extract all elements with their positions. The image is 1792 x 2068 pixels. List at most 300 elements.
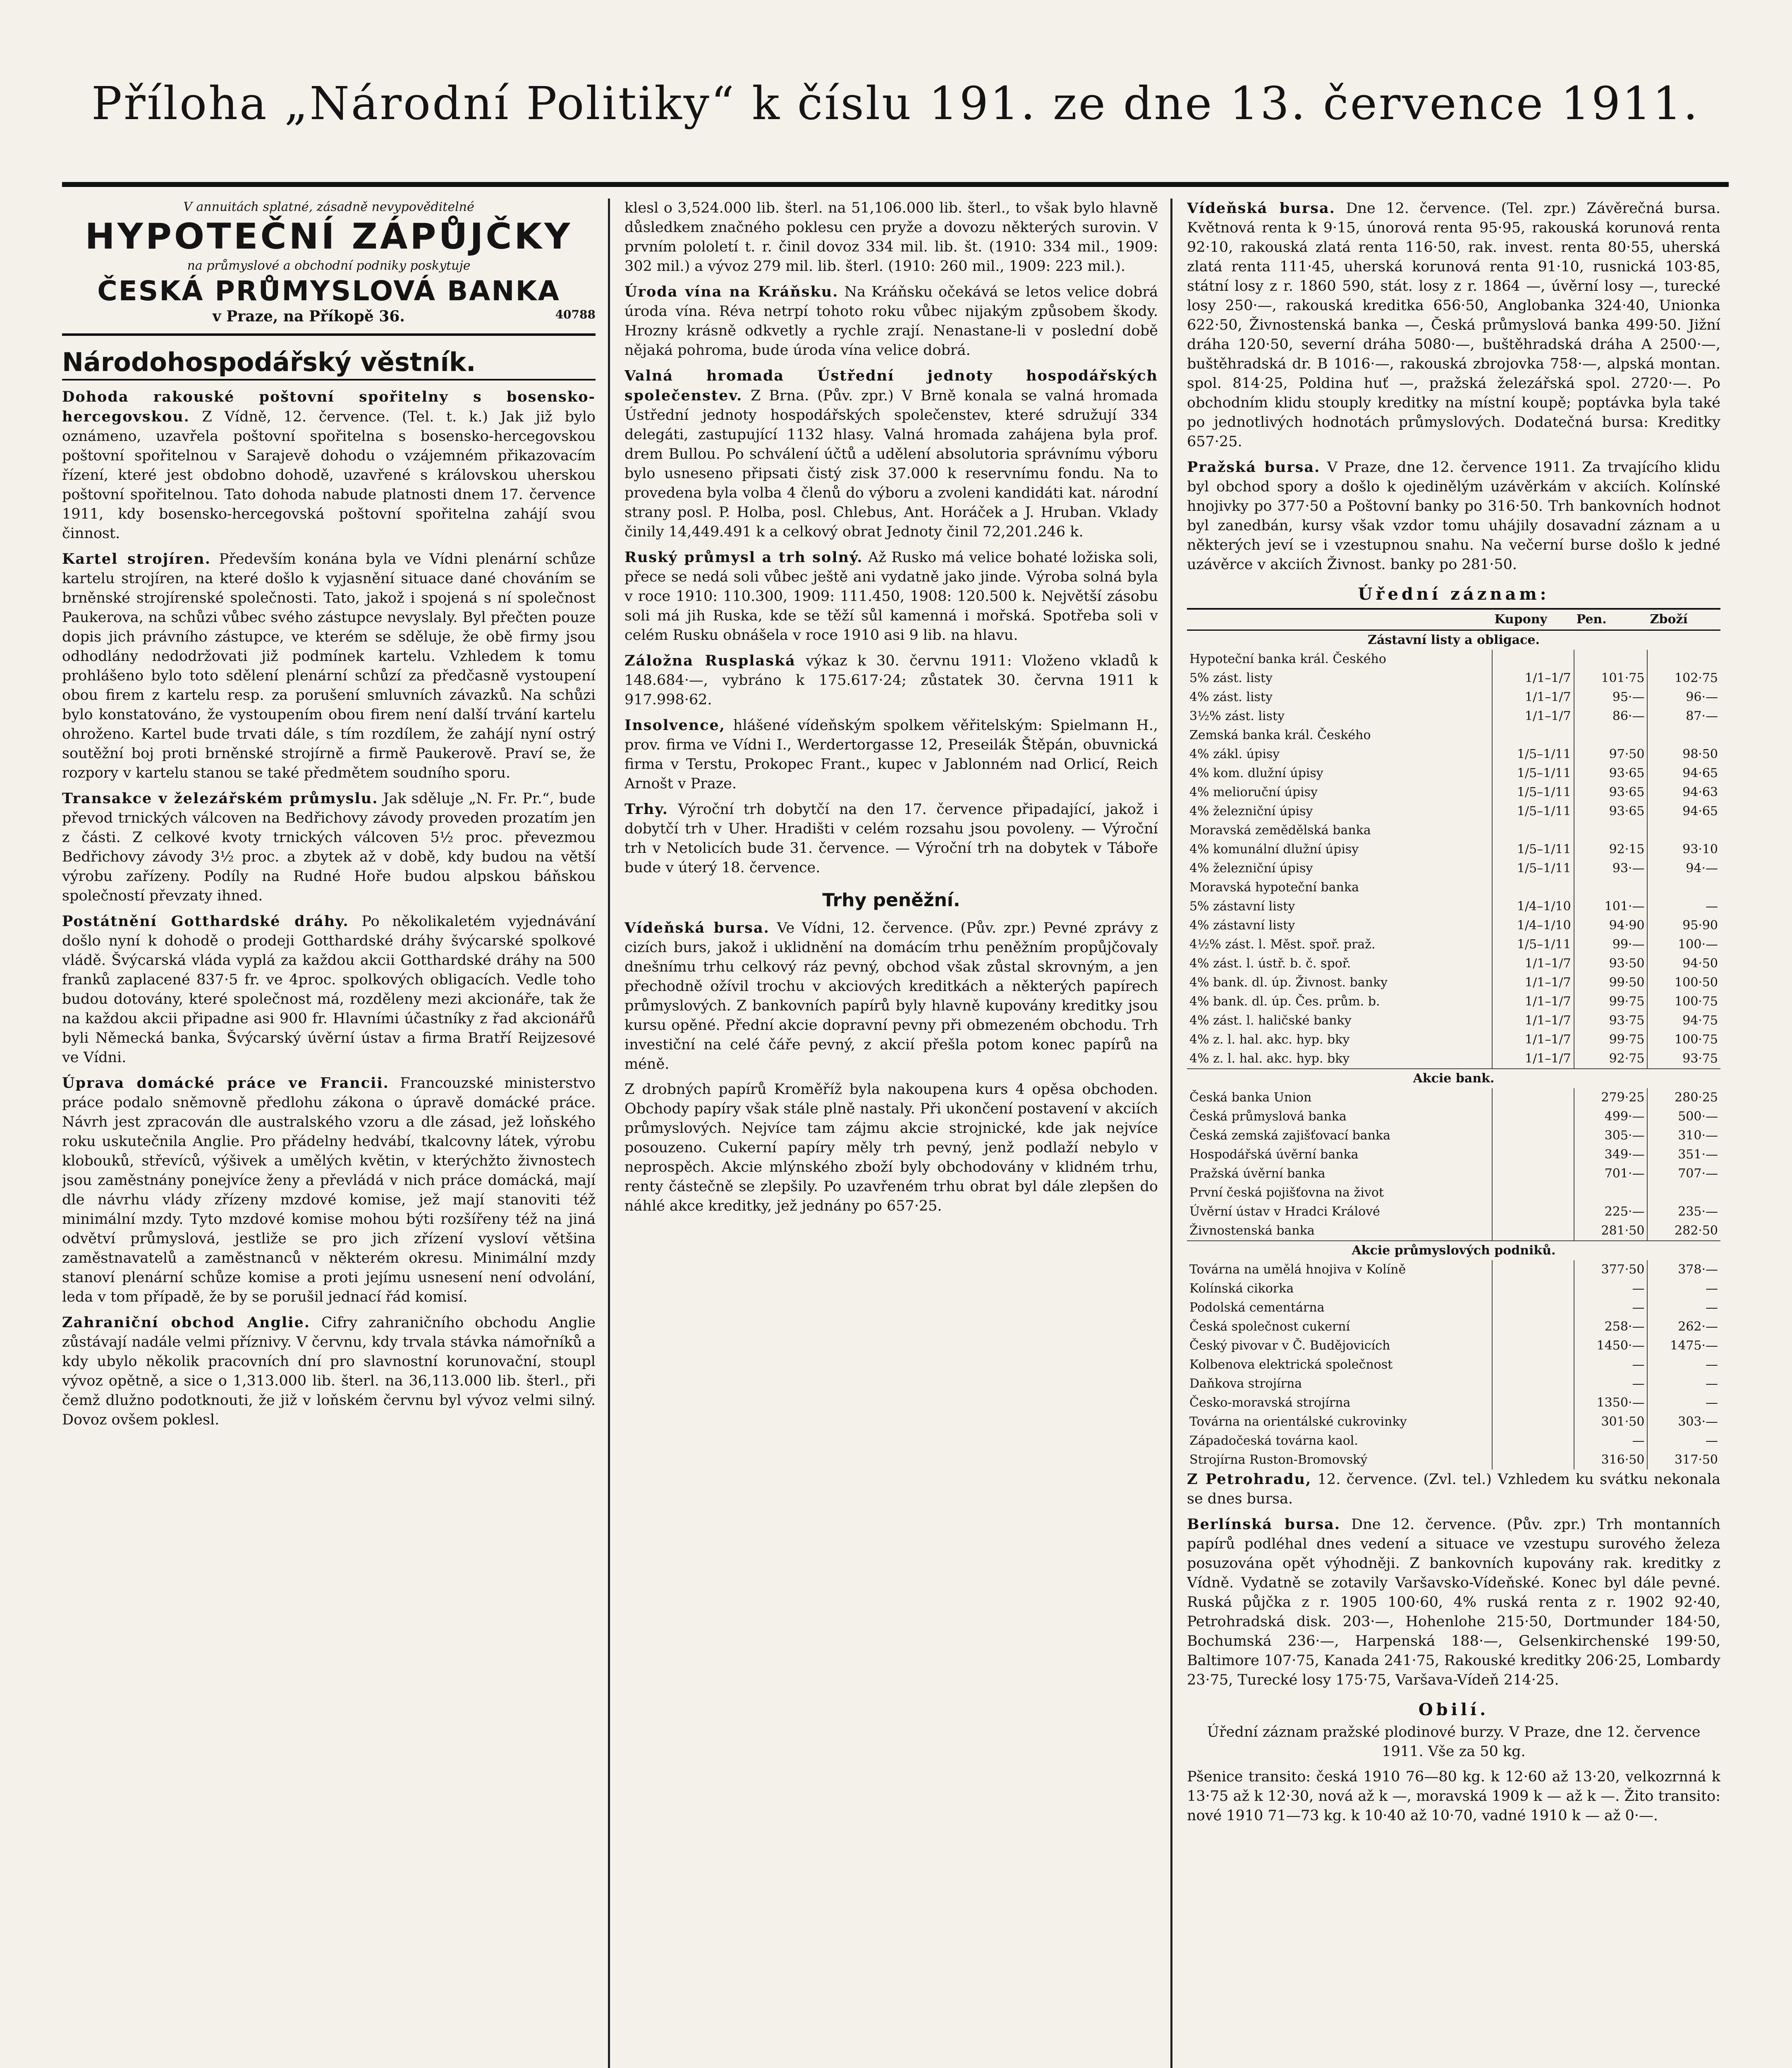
- table-cell: [1492, 1279, 1574, 1298]
- table-cell: 1350·—: [1574, 1393, 1648, 1412]
- table-cell: 4% z. l. hal. akc. hyp. bky: [1187, 1030, 1492, 1049]
- table-cell: [1492, 1183, 1574, 1202]
- table-cell: 4% komunální dlužní úpisy: [1187, 840, 1492, 859]
- table-cell: —: [1706, 899, 1718, 914]
- table-cell: 1/5–1/11: [1492, 935, 1574, 954]
- ad-address-text: v Praze, na Příkopě 36.: [212, 308, 405, 325]
- table-cell: 301·50: [1574, 1412, 1648, 1431]
- table-row: [1187, 1355, 1720, 1374]
- table-cell: [1492, 1412, 1574, 1431]
- table-cell: —: [1574, 1374, 1648, 1393]
- table-cell: 99·—: [1574, 935, 1648, 954]
- table-group-title: Zástavní listy a obligace.: [1187, 630, 1720, 650]
- article-heading: Vídeňská bursa.: [624, 919, 770, 936]
- table-cell: 99·75: [1574, 1030, 1648, 1049]
- table-cell: 4% zást. l. ústř. b. č. spoř.: [1187, 954, 1492, 973]
- article-text: Z Brna. (Pův. zpr.) V Brně konala se valná hromada Ústřední jednoty hospodářských společenstev, které sdružují 334 delegáti, zastupující 1132 hlasy. Valná hromada zahájena byla prof. drem Bullou. Po schválení účtů a udělení absolutoria správnímu výboru bylo usneseno připsati čistý zisk 37.000 k reservnímu fondu. Na to provedena byla volba 4 členů do výboru a zvoleni kandidáti kat. národní strany posl. P. Holba, posl. Chlebus, Ant. Horáček a J. Hruban. Vklady činily 14,449.491 k a celkový obrat Jednoty činil 72,201.246 k.: [624, 388, 1158, 540]
- article-text: Především konána byla ve Vídni plenární schůze kartelu strojíren, na které došlo k vyjasnění situace dané chováním se brněnské strojírenské společnosti. Tato, jakož i spojená s ní společnost Paukerova, na schůzi vůbec svého zástupce nevyslaly. Byl přečten pouze dopis jich právního zástupce, ve kterém se sděluje, že obě firmy jsou odhodlány nedodržovati již podmínek kartelu. Vzhledem k tomu prohlášeno bylo toto sdělení plenární schůzí za předčasně vystoupení obou firem z kartelu resp. za porušení smluvních závazků. Na schůzi bylo konstatováno, že vystoupením obou firem není další trvání kartelu ohroženo. Kartel bude trvati dále, s tím rozdílem, že zahájí nyní ostrý soutěžní boj proti brněnské strojírně a firmě Paukerově. Praví se, že rozpory v kartelu stanou se také předmětem soudního sporu.: [62, 551, 596, 781]
- table-cell: Česká zemská zajišťovací banka: [1187, 1126, 1492, 1145]
- ad-line: V annuitách splatné, zásadně nevypověditelné: [183, 200, 474, 214]
- table-cell: 93·75: [1682, 1051, 1718, 1066]
- table-cell: [1492, 726, 1574, 745]
- article-list: [62, 387, 596, 1430]
- article-text: Výroční trh dobytčí na den 17. července připadající, jakož i dobytčí trh v Uher. Hradišti v celém rozsahu jsou povoleny. — Výroční trh v Netolicích bude 31. července. — Výroční trh na dobytek v Táboře bude v úterý 18. července.: [624, 801, 1158, 876]
- table-row: [1187, 1088, 1720, 1107]
- table-cell: Český pivovar v Č. Budějovicích: [1187, 1336, 1492, 1355]
- table-cell: 96·—: [1686, 690, 1718, 704]
- grain-prices: Pšenice transito: česká 1910 76—80 kg. k 12·60 až 13·20, velkozrnná k 13·75 až k 12·30, nová až k —, moravská 1909 k — až k —. Žito transito: nové 1910 71—73 kg. k 10·40 až 10·70, vadné 1910 k — až 0·—.: [1187, 1769, 1720, 1824]
- table-row: [1187, 916, 1720, 935]
- table-cell: 102·75: [1675, 671, 1718, 685]
- table-row: [1187, 1011, 1720, 1030]
- table-row: [1187, 802, 1720, 821]
- table-cell: 94·—: [1686, 861, 1718, 876]
- article-text: 12. července. (Zvl. tel.) Vzhledem ku svátku nekonala se dnes bursa.: [1187, 1471, 1720, 1507]
- article-list: [624, 918, 1158, 1216]
- article-heading: Úroda vína na Kráňsku.: [624, 283, 839, 300]
- article-list: [1187, 1470, 1720, 1690]
- table-row: [1187, 688, 1720, 707]
- table-cell: 100·—: [1678, 937, 1718, 952]
- table-cell: [1492, 1164, 1574, 1183]
- article-heading: Vídeňská bursa.: [1187, 200, 1335, 217]
- headline-money-markets: Trhy peněžní.: [822, 890, 960, 911]
- article: [62, 387, 596, 543]
- table-cell: [1492, 1393, 1574, 1412]
- table-cell: 500·—: [1678, 1109, 1718, 1124]
- table-cell: [1574, 650, 1648, 669]
- table-cell: 94·65: [1682, 766, 1718, 780]
- article: [62, 912, 596, 1068]
- article-text: Dne 12. července. (Tel. zpr.) Závěrečná bursa. Květnová renta k 9·15, únorová renta 95·95, rakouská korunová renta 92·10, rakouská zlatá renta 116·50, rak. invest. renta 80·55, uherská zlatá renta 111·45, uherská korunová renta 91·10, rusnická 103·85, státní losy z r. 1860 590, stát. losy z r. 1864 —, úvěrní losy —, turecké losy 250·—, rakouská kreditka 656·50, Anglobanka 324·40, Unionka 622·50, Živnostenská banka —, Česká průmyslová banka 499·50. Jižní dráha 120·50, severní dráha 5080·—, buštěhradská dráha A 2500·—, buštěhradská dr. B 1016·—, rakouská zbrojovka 758·—, alpská montan. spol. 814·25, Poldina huť —, pražská železářská spol. 2720·—. Po obchodním klidu stouply kreditky na místní koupě; poptávka byla také po jednotlivých hodnotách průmyslových. Dodatečná bursa: Kreditky 657·25.: [1187, 200, 1720, 450]
- table-cell: 235·—: [1678, 1204, 1718, 1219]
- table-cell: 100·75: [1675, 1032, 1718, 1047]
- table-cell: 4% zást. l. haličské banky: [1187, 1011, 1492, 1030]
- table-cell: Daňkova strojírna: [1187, 1374, 1492, 1393]
- table-cell: 94·50: [1682, 956, 1718, 971]
- table-cell: 95·—: [1574, 688, 1648, 707]
- table-cell: [1647, 1183, 1720, 1202]
- article: [62, 1313, 596, 1430]
- table-cell: —: [1574, 1298, 1648, 1317]
- table-cell: 92·15: [1574, 840, 1648, 859]
- table-row: [1187, 935, 1720, 954]
- table-row: [1187, 1260, 1720, 1279]
- article: [1187, 457, 1720, 574]
- article-heading: Úprava domácké práce ve Francii.: [62, 1075, 389, 1091]
- section-title: Národohospodářský věstník.: [62, 346, 596, 381]
- article-text: Po několikaletém vyjednávání došlo nyní k dohodě o prodeji Gotthardské dráhy švýcarské spolkové vládě. Švýcarská vláda vyplá za každou akcii Gotthardské dráhy na 500 franků zaplacené 837·5 fr. ve 4proc. spolkových obligacích. Vedle toho budou dotovány, které společnost má, rozděleny mezi akcionáře, tak že na každou akcii připadne asi 900 fr. Hlavními účastníky z řad akcionářů byli Německá banka, Švýcarský úvěrní ústav a firma Bratří Reijzesové ve Vídni.: [62, 913, 596, 1066]
- table-row: [1187, 973, 1720, 992]
- table-cell: 93·75: [1574, 1011, 1648, 1030]
- article-text: Dne 12. července. (Pův. zpr.) Trh montanních papírů podléhal dnes vedení a situace ve vzestupu surového železa posuzována opět výhodněji. Z bankovních kupovány rak. kreditky z Vídně. Vydatně se zotavily Varšavsko-Vídeňské. Konec byl dále pevné. Ruská půjčka z r. 1905 100·60, 4% ruská renta z r. 1902 92·40, Petrohradská disk. 203·—, Hohenlohe 215·50, Dortmunder 184·50, Bochumská 236·—, Harpenská 188·—, Gelsenkirchenské 199·50, Baltimore 107·75, Kanada 241·75, Rakouské kreditky 206·25, Lombardy 23·75, Turecké losy 175·75, Varšava-Vídeň 214·25.: [1187, 1516, 1720, 1688]
- article-text: Na Kráňsku očekává se letos velice dobrá úroda vína. Réva netrpí tohoto roku vůbec nijakým způsobem škody. Hrozny krásně odkvetly a rychle zrají. Nenastane-li v poslední době nějaká pohroma, bude úroda vína velice dobrá.: [624, 284, 1158, 359]
- table-cell: —: [1706, 1300, 1718, 1315]
- table-cell: 5% zást. listy: [1187, 669, 1492, 688]
- table-cell: Česká společnost cukerní: [1187, 1317, 1492, 1336]
- article-heading: Berlínská bursa.: [1187, 1516, 1341, 1533]
- article-heading: Valná hromada Ústřední jednoty hospodářských společenstev.: [624, 367, 1158, 404]
- article-heading: Z Petrohradu,: [1187, 1471, 1312, 1488]
- table-cell: První česká pojišťovna na život: [1187, 1183, 1492, 1202]
- table-cell: Úvěrní ústav v Hradci Králové: [1187, 1202, 1492, 1221]
- article-heading: Trhy.: [624, 801, 668, 818]
- table-cell: Kolbenova elektrická společnost: [1187, 1355, 1492, 1374]
- table-row: [1187, 783, 1720, 802]
- table-cell: [1492, 1260, 1574, 1279]
- article-text: Z Vídně, 12. července. (Tel. t. k.) Jak již bylo oznámeno, uzavřela poštovní spořitelna s bosensko-hercegovskou poštovní spořitelnou v Sarajevě dohodu o vzájemném přikazovacím řízení, které jest obdobno dohodě, uzavřené s královskou uherskou poštovní spořitelnou. Tato dohoda nabude platnosti dnem 17. července 1911, kdy bosensko-hercegovská poštovní spořitelna zahájí svou činnost.: [62, 409, 596, 542]
- table-row: [1187, 726, 1720, 745]
- table-cell: Moravská zemědělská banka: [1187, 821, 1492, 840]
- table-row: [1187, 669, 1720, 688]
- table-cell: 4% železniční úpisy: [1187, 859, 1492, 878]
- table-cell: 317·50: [1675, 1453, 1718, 1467]
- table-cell: 100·50: [1675, 975, 1718, 990]
- article-heading: Kartel strojíren.: [62, 551, 211, 567]
- article-heading: Transakce v železářském průmyslu.: [62, 790, 378, 807]
- article-heading: Insolvence,: [624, 717, 725, 734]
- table-cell: —: [1574, 1279, 1648, 1298]
- table-cell: 93·65: [1574, 802, 1648, 821]
- table-cell: [1647, 650, 1720, 669]
- table-cell: 98·50: [1682, 747, 1718, 761]
- table-cell: [1574, 878, 1648, 897]
- table-cell: Česko-moravská strojírna: [1187, 1393, 1492, 1412]
- article: [62, 1073, 596, 1307]
- column-2: [624, 199, 1158, 2068]
- article: [624, 918, 1158, 1074]
- grain-subtitle: Úřední záznam pražské plodinové burzy. V Praze, dne 12. července 1911. Vše za 50 kg.: [1207, 1724, 1701, 1760]
- table-row: [1187, 707, 1720, 726]
- table-cell: [1647, 821, 1720, 840]
- advertisement: [62, 199, 596, 336]
- table-cell: 1/5–1/11: [1492, 745, 1574, 764]
- table-cell: [1574, 1183, 1648, 1202]
- table-cell: 87·—: [1686, 709, 1718, 723]
- article: [624, 548, 1158, 645]
- table-cell: 1/1–1/7: [1492, 954, 1574, 973]
- table-row: [1187, 1030, 1720, 1049]
- table-cell: 305·—: [1574, 1126, 1648, 1145]
- table-cell: 281·50: [1574, 1221, 1648, 1241]
- table-row: [1187, 1049, 1720, 1069]
- table-cell: 99·50: [1574, 973, 1648, 992]
- table-row: [1187, 821, 1720, 840]
- table-row: [1187, 1202, 1720, 1221]
- table-cell: —: [1574, 1431, 1648, 1450]
- table-cell: —: [1706, 1281, 1718, 1296]
- table-cell: 258·—: [1574, 1317, 1648, 1336]
- table-row: [1187, 1336, 1720, 1355]
- table-cell: [1492, 1221, 1574, 1241]
- ad-bank-name: ČESKÁ PRŮMYSLOVÁ BANKA: [97, 275, 560, 307]
- table-row: [1187, 859, 1720, 878]
- article-text: výkaz k 30. červnu 1911: Vloženo vkladů k 148.684·—, vybráno k 175.617·24; zůstatek 30. června 1911 k 917.998·62.: [624, 653, 1158, 708]
- table-cell: 4% zást. listy: [1187, 688, 1492, 707]
- table-cell: 95·90: [1682, 918, 1718, 933]
- table-cell: 1/4–1/10: [1492, 916, 1574, 935]
- article: [1187, 1515, 1720, 1690]
- table-cell: 1/5–1/11: [1492, 840, 1574, 859]
- table-header: [1187, 609, 1492, 630]
- table-cell: 4% bank. dl. úp. Živnost. banky: [1187, 973, 1492, 992]
- table-cell: 4% zástavní listy: [1187, 916, 1492, 935]
- table-cell: 225·—: [1574, 1202, 1648, 1221]
- table-row: [1187, 1393, 1720, 1412]
- table-cell: [1492, 1431, 1574, 1450]
- table-cell: 1/1–1/7: [1492, 1049, 1574, 1069]
- table-row: [1187, 1431, 1720, 1450]
- table-cell: 1/5–1/11: [1492, 802, 1574, 821]
- article: [1187, 199, 1720, 452]
- table-row: [1187, 878, 1720, 897]
- table-cell: 316·50: [1574, 1450, 1648, 1470]
- table-cell: Česká banka Union: [1187, 1088, 1492, 1107]
- newspaper-page: [62, 50, 1729, 2068]
- table-cell: 94·75: [1682, 1013, 1718, 1028]
- table-cell: 1/1–1/7: [1492, 707, 1574, 726]
- table-cell: 1/5–1/11: [1492, 783, 1574, 802]
- table-cell: —: [1706, 1434, 1718, 1448]
- table-cell: 1/1–1/7: [1492, 973, 1574, 992]
- article: [624, 366, 1158, 542]
- table-cell: Podolská cementárna: [1187, 1298, 1492, 1317]
- table-cell: [1492, 1202, 1574, 1221]
- table-body: [1187, 630, 1720, 1470]
- table-cell: Moravská hypoteční banka: [1187, 878, 1492, 897]
- table-cell: 310·—: [1678, 1128, 1718, 1143]
- table-cell: 1/1–1/7: [1492, 1030, 1574, 1049]
- table-row: [1187, 840, 1720, 859]
- table-header: Zboží: [1647, 609, 1720, 630]
- table-group-title: Akcie bank.: [1187, 1069, 1720, 1088]
- table-row: [1187, 897, 1720, 916]
- table-cell: Západočeská továrna kaol.: [1187, 1431, 1492, 1450]
- ad-address: [62, 308, 596, 325]
- table-cell: 282·50: [1675, 1223, 1718, 1238]
- article: [624, 651, 1158, 710]
- table-cell: Zemská banka král. Českého: [1187, 726, 1492, 745]
- table-group-row: [1187, 1069, 1720, 1088]
- article-heading: Postátnění Gotthardské dráhy.: [62, 913, 349, 930]
- table-cell: 4% železniční úpisy: [1187, 802, 1492, 821]
- table-cell: 4% zákl. úpisy: [1187, 745, 1492, 764]
- article: [624, 1080, 1158, 1216]
- table-cell: 94·65: [1682, 804, 1718, 819]
- table-cell: 707·—: [1678, 1166, 1718, 1181]
- table-cell: 101·75: [1574, 669, 1648, 688]
- table-cell: 1/1–1/7: [1492, 992, 1574, 1011]
- table-cell: 94·90: [1574, 916, 1648, 935]
- table-row: [1187, 745, 1720, 764]
- table-cell: Strojírna Ruston-Bromovský: [1187, 1450, 1492, 1470]
- table-cell: Kolínská cikorka: [1187, 1279, 1492, 1298]
- table-row: [1187, 1412, 1720, 1431]
- table-cell: 93·65: [1574, 783, 1648, 802]
- table-row: [1187, 1317, 1720, 1336]
- article: [624, 716, 1158, 794]
- table-row: [1187, 1374, 1720, 1393]
- article-text: hlášené vídeňským spolkem věřitelským: Spielmann H., prov. firma ve Vídni I., Werdertorgasse 12, Preseilák Štěpán, obuvnická firma v Terstu, Prokopec Frant., kupec v Jablonném nad Orlicí, Reich Arnošt v Praze.: [624, 717, 1158, 792]
- table-cell: 1/1–1/7: [1492, 688, 1574, 707]
- table-row: [1187, 1298, 1720, 1317]
- article-text: klesl o 3,524.000 lib. šterl. na 51,106.000 lib. šterl., to však bylo hlavně důsledkem značného poklesu cen pryže a dovozu některých surovin. V prvním pololetí t. r. činil dovoz 334 mil. lib. št. (1910: 334 mil., 1909: 302 mil.) a vývoz 279 mil. lib. šterl. (1910: 260 mil., 1909: 223 mil.).: [624, 200, 1158, 275]
- table-cell: [1492, 878, 1574, 897]
- table-cell: 97·50: [1574, 745, 1648, 764]
- ad-title: HYPOTEČNÍ ZÁPŮJČKY: [85, 216, 573, 257]
- article-heading: Záložna Rusplaská: [624, 652, 796, 669]
- table-cell: 4% z. l. hal. akc. hyp. bky: [1187, 1049, 1492, 1069]
- table-cell: 101·—: [1574, 897, 1648, 916]
- table-row: [1187, 954, 1720, 973]
- table-cell: 377·50: [1574, 1260, 1648, 1279]
- price-table: [1187, 608, 1720, 1470]
- table-cell: 1450·—: [1574, 1336, 1648, 1355]
- article-text: Francouzské ministerstvo práce podalo sněmovně předlohu zákona o úpravě domácké práce. Návrh jest zpracován dle australského vzoru a dle zásad, jež loňského roku uskutečnila Anglie. Pro přádelny hedvábí, tkalcovny látek, výrobu klobouků, střevíců, výšivek a umělých květin, v kterýchžto živnostech jsou zaměstnány ponejvíce ženy a převládá v nich práce domácká, mají dle návrhu vlády zřízeny mzdové komise, jež mají stanoviti též minimální mzdy. Tyto mzdové komise mohou býti rozšířeny též na jiná odvětví průmyslová, jestliže se pro jich zřízení vysloví většina zaměstnavatelů a zaměstnanců v některém okresu. Minimální mzdy stanoví plenární schůze komise a proti jejímu usnesení není odvolání, leda v tom případě, že by se porušil jednací řád komisí.: [62, 1075, 596, 1305]
- table-cell: [1574, 821, 1648, 840]
- article-heading: Dohoda rakouské poštovní spořitelny s bosensko-hercegovskou.: [62, 388, 596, 425]
- article: [624, 282, 1158, 360]
- table-cell: 1475·—: [1670, 1338, 1718, 1353]
- table-cell: 3½% zást. listy: [1187, 707, 1492, 726]
- table-header-row: [1187, 609, 1720, 630]
- table-group-row: [1187, 1241, 1720, 1260]
- table-cell: 1/4–1/10: [1492, 897, 1574, 916]
- article-heading: Pražská bursa.: [1187, 459, 1321, 476]
- table-cell: 279·25: [1574, 1088, 1648, 1107]
- table-cell: 93·50: [1574, 954, 1648, 973]
- table-cell: [1492, 1317, 1574, 1336]
- article-text: Až Rusko má velice bohaté ložiska soli, přece se nedá soli vůbec ještě ani vydatně jako jinde. Výroba solná byla v roce 1910: 110.300, 1909: 111.450, 1908: 120.500 k. Největší zásobu soli má jih Ruska, kde se těží sůl kamenná i mořská. Spotřeba soli v celém Rusku obnášela v roce 1910 asi 9 lib. na hlavu.: [624, 549, 1158, 644]
- table-row: [1187, 1164, 1720, 1183]
- table-cell: [1647, 878, 1720, 897]
- table-cell: 86·—: [1574, 707, 1648, 726]
- table-cell: 4½% zást. l. Měst. spoř. praž.: [1187, 935, 1492, 954]
- table-group-row: [1187, 630, 1720, 650]
- table-cell: —: [1706, 1395, 1718, 1410]
- grain-title: Obilí.: [1418, 1700, 1489, 1719]
- table-cell: [1647, 726, 1720, 745]
- ad-number: 40788: [555, 308, 596, 321]
- table-cell: 351·—: [1678, 1147, 1718, 1162]
- table-cell: [1492, 1450, 1574, 1470]
- masthead-title: Příloha „Národní Politiky“ k číslu 191. ze dne 13. července 1911.: [91, 77, 1700, 130]
- table-cell: [1492, 1374, 1574, 1393]
- table-cell: 99·75: [1574, 992, 1648, 1011]
- table-cell: 94·63: [1682, 785, 1718, 799]
- table-cell: 93·10: [1682, 842, 1718, 857]
- table-cell: 349·—: [1574, 1145, 1648, 1164]
- column-divider: [1170, 199, 1172, 2068]
- column-1: [62, 199, 596, 2068]
- column-3: [1187, 199, 1720, 2068]
- ad-line: na průmyslové a obchodní podniky poskytuje: [187, 258, 471, 273]
- table-cell: 280·25: [1675, 1090, 1718, 1105]
- table-cell: 1/5–1/11: [1492, 764, 1574, 783]
- table-cell: 93·65: [1574, 764, 1648, 783]
- table-row: [1187, 1221, 1720, 1241]
- table-row: [1187, 1145, 1720, 1164]
- table-group-title: Akcie průmyslových podniků.: [1187, 1241, 1720, 1260]
- article: [1187, 1470, 1720, 1509]
- table-header: Pen.: [1574, 609, 1648, 630]
- table-cell: 5% zástavní listy: [1187, 897, 1492, 916]
- article: [624, 799, 1158, 878]
- table-cell: Pražská úvěrní banka: [1187, 1164, 1492, 1183]
- table-row: [1187, 1450, 1720, 1470]
- table-row: [1187, 992, 1720, 1011]
- article: [624, 199, 1158, 276]
- article-text: V Praze, dne 12. července 1911. Za trvajícího klidu byl obchod spory a došlo k ojedinělým uzávěrkám v akciích. Kolínské hnojivky po 377·50 a Poštovní banky po 316·50. Trh bankovních hodnot byl zanedbán, kursy však vzdor tomu uhájily dosavadní záznam a u některých jeví se i vzestupnou snahu. Na večerní burse došlo k jedné uzávěrce v akciích Živnost. banky po 281·50.: [1187, 459, 1720, 573]
- table-cell: [1492, 1145, 1574, 1164]
- table-row: [1187, 1126, 1720, 1145]
- table-cell: [1492, 1336, 1574, 1355]
- official-record-title: Úřední záznam:: [1358, 584, 1550, 604]
- table-cell: 4% kom. dlužní úpisy: [1187, 764, 1492, 783]
- table-cell: [1492, 1298, 1574, 1317]
- table-cell: 4% melioruční úpisy: [1187, 783, 1492, 802]
- table-cell: [1492, 1355, 1574, 1374]
- article-text: Jak sděluje „N. Fr. Pr.“, bude převod trnických válcoven na Bedřichovy závody proveden prozatím jen z části. Z celkové kvoty trnických válcoven 5½ proc. převezmou Bedřichovy závody 3½ proc. a zbytek až v době, kdy budou na větší výrobu zařízeny. Podíly na Rudné Hoře budou alpskou báňskou společností převzaty ihned.: [62, 790, 596, 904]
- table-row: [1187, 764, 1720, 783]
- article-text: Z drobných papírů Kroměříž byla nakoupena kurs 4 opěsa obchoden. Obchody papíry však stále plně nastaly. Při ukončení postavení v akciích průmyslových. Nejvíce tam zájmu akcie strojnické, kde jak nejvíce posouzeno. Cukerní papíry měly trh pevný, jenž podlaží nebylo v neprospěch. Akcie mlýnského zboží byly obchodovány v klidném trhu, renty částečně se zlepšily. Po uzavřeném trhu obrat byl dále zlepšen do náhlé akce kreditky, jež jednány po 657·25.: [624, 1081, 1158, 1214]
- table-cell: [1492, 1088, 1574, 1107]
- table-cell: 378·—: [1678, 1262, 1718, 1277]
- table-cell: Živnostenská banka: [1187, 1221, 1492, 1241]
- table-cell: —: [1706, 1376, 1718, 1391]
- table-cell: Česká průmyslová banka: [1187, 1107, 1492, 1126]
- article-text: Cifry zahraničního obchodu Anglie zůstávají nadále velmi příznivy. V červnu, kdy trvala stávka námořníků a kdy ubylo několik pracovních dní pro slavnostní korunovační, stoupl vývoz opětně, a sice o 1,313.000 lib. šterl. na 36,113.000 lib. šterl., při čemž dlužno podotknouti, že již v loňském červnu byl vývoz velmi silný. Dovoz ovšem poklesl.: [62, 1314, 596, 1428]
- table-cell: 93·—: [1574, 859, 1648, 878]
- column-divider: [608, 199, 610, 2068]
- table-cell: 262·—: [1678, 1319, 1718, 1334]
- table-cell: 1/1–1/7: [1492, 669, 1574, 688]
- table-cell: 701·—: [1574, 1164, 1648, 1183]
- table-header: Kupony: [1492, 609, 1574, 630]
- article: [62, 789, 596, 906]
- header-rule: [62, 182, 1729, 187]
- article-heading: Ruský průmysl a trh solný.: [624, 549, 863, 566]
- table-cell: 100·75: [1675, 994, 1718, 1009]
- table-cell: [1492, 821, 1574, 840]
- table-cell: [1492, 650, 1574, 669]
- table-cell: 303·—: [1678, 1415, 1718, 1429]
- table-cell: 4% bank. dl. úp. Čes. prům. b.: [1187, 992, 1492, 1011]
- table-row: [1187, 1183, 1720, 1202]
- table-cell: [1492, 1107, 1574, 1126]
- table-cell: 92·75: [1574, 1049, 1648, 1069]
- table-cell: [1574, 726, 1648, 745]
- article-text: Ve Vídni, 12. července. (Pův. zpr.) Pevné zprávy z cizích burs, jakož i uklidnění na domácím trhu peněžním propůjčovaly dnešnímu trhu celkový ráz pevný, obchod však zůstal skrovným, a jen přechodně ožívil trochu v akciových kreditkách a některých papírech průmyslových. Z bankovních papírů byly hlavně kupovány kreditky jsou kursu opěné. Přední akcie dopravní pevny při obmezeném obchodu. Trh investiční na celé čáře pevný, z akcií přešla potom konec papírů na méně.: [624, 920, 1158, 1072]
- table-cell: —: [1574, 1355, 1648, 1374]
- table-cell: [1492, 1126, 1574, 1145]
- table-row: [1187, 650, 1720, 669]
- table-cell: —: [1706, 1357, 1718, 1372]
- table-cell: 499·—: [1574, 1107, 1648, 1126]
- table-cell: Hospodářská úvěrní banka: [1187, 1145, 1492, 1164]
- article-heading: Zahraniční obchod Anglie.: [62, 1314, 310, 1331]
- table-row: [1187, 1279, 1720, 1298]
- table-cell: Továrna na orientálské cukrovinky: [1187, 1412, 1492, 1431]
- table-cell: Hypoteční banka král. Českého: [1187, 650, 1492, 669]
- article-list: [1187, 199, 1720, 574]
- table-cell: Továrna na umělá hnojiva v Kolíně: [1187, 1260, 1492, 1279]
- table-row: [1187, 1107, 1720, 1126]
- table-cell: 1/5–1/11: [1492, 859, 1574, 878]
- table-cell: 1/1–1/7: [1492, 1011, 1574, 1030]
- article: [62, 549, 596, 783]
- article-list: [624, 199, 1158, 878]
